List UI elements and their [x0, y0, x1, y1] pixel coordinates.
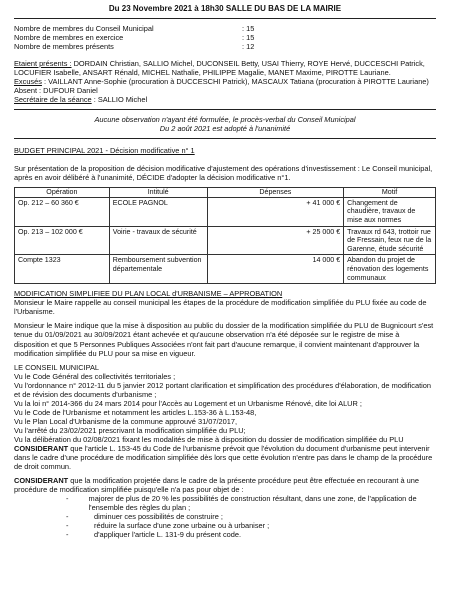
absent-members: Absent : DUFOUR Daniel: [14, 85, 98, 95]
excused-label: Excusés: [14, 76, 42, 86]
plu-paragraph: Monsieur le Maire indique que la mise à disposition au public du dossier de la modification simplifiée du PLU de Bugnicourt s'est tenue du 01/09/2021 au 30/09/2021 étant achevée et qu'aucune observation n'a été déposée sur le registre de mise à disposition et que 5 Personnes Publiques Associées n'ont fait part d'aucune remarque, il convient maintenant d'approuver la modification simplifiée du PLU pour sa mise en vigueur.: [14, 321, 434, 358]
present-members: [14, 59, 436, 77]
table-cell: Remboursement subvention départementale: [109, 255, 207, 284]
vu-item: Vu la loi n° 2014-366 du 24 mars 2014 pour l'Accès au Logement et un Urbanisme Rénové, dite loi ALUR ;: [14, 398, 362, 408]
present-label: Etaient présents :: [14, 58, 72, 68]
count-value: : 15: [242, 33, 255, 43]
bullet-dash-icon: -: [66, 494, 69, 504]
bullet-dash-icon: -: [66, 530, 69, 540]
table-cell: ECOLE PAGNOL: [109, 197, 207, 226]
table-cell: Compte 1323: [15, 255, 110, 284]
budget-heading: BUDGET PRINCIPAL 2021 - Décision modificative n° 1: [14, 145, 195, 155]
table-cell: Op. 212 – 60 360 €: [15, 197, 110, 226]
count-value: : 12: [242, 42, 255, 52]
considerant-text: que l'article L. 153-45 du Code de l'urbanisme prévoit que l'évolution du document d'urbanisme peut intervenir dans le cadre d'une procédure de modification simplifiée dès lors que cette évolution n'entre pas dans le champ de la procédure de droit commun.: [14, 443, 433, 471]
table-cell: Travaux rd 643, trottoir rue de Fressain, feux rue de la Garenne, étude sécurité: [344, 226, 436, 255]
table-row: [15, 255, 436, 284]
approval-line-2: Du 2 août 2021 est adopté à l'unanimité: [159, 123, 291, 133]
secretary-label: Secrétaire de la séance: [14, 94, 92, 104]
list-item-text: d'appliquer l'article L. 131-9 du présent code.: [94, 530, 242, 540]
table-header-row: [15, 187, 436, 197]
list-item-text: majorer de plus de 20 % les possibilités de construction résultant, dans une zone, de l'application de l'ensemble des règles du plan ;: [88, 494, 417, 513]
considerant-label: CONSIDERANT: [14, 475, 69, 485]
table-cell: 14 000 €: [207, 255, 344, 284]
count-label: Nombre de membres présents: [14, 42, 114, 52]
table-row: [15, 226, 436, 255]
list-item-text: diminuer ces possibilités de construire ;: [94, 512, 223, 522]
member-counts: [14, 24, 450, 52]
table-cell: + 25 000 €: [207, 226, 344, 255]
vu-item: Vu le Code de l'Urbanisme et notamment les articles L.153-36 à L.153-48,: [14, 407, 257, 417]
vu-item: Vu le Code Général des collectivités territoriales ;: [14, 371, 176, 381]
column-header: Dépenses: [207, 187, 344, 197]
list-item: [66, 521, 436, 530]
table-cell: + 41 000 €: [207, 197, 344, 226]
plu-heading: MODIFICATION SIMPLIFIEE DU PLAN LOCAL d'URBANISME – APPROBATION: [14, 289, 283, 299]
section-rule: [14, 138, 436, 139]
vu-list: [14, 372, 436, 444]
budget-intro: Sur présentation de la proposition de décision modificative d'ajustement des opérations d'investissement : Le Conseil municipal, après en avoir délibéré à l'unanimité, DÉCIDE d'adopter la décision modificative n°1.: [14, 163, 433, 182]
session-header: Du 23 Novembre 2021 à 18h30 SALLE DU BAS DE LA MAIRIE: [108, 4, 342, 13]
bullet-dash-icon: -: [66, 521, 69, 531]
considerant-label: CONSIDERANT: [14, 443, 69, 453]
vu-item: Vu l'ordonnance n° 2012-11 du 5 janvier 2012 portant clarification et simplification des procédures d'élaboration, de modification et de révision des documents d'urbanisme ;: [14, 380, 432, 399]
attendance-section: [14, 59, 436, 104]
vu-item: Vu la délibération du 02/08/2021 fixant les modalités de mise à disposition du dossier de modification simplifiée du PLU: [14, 434, 404, 444]
header-rule: [14, 18, 436, 19]
table-cell: Op. 213 – 102 000 €: [15, 226, 110, 255]
column-header: Opération: [15, 187, 110, 197]
council-heading: LE CONSEIL MUNICIPAL: [14, 362, 100, 372]
list-item: [66, 530, 436, 539]
column-header: Motif: [344, 187, 436, 197]
table-cell: Changement de chaudière, travaux de mise aux normes: [344, 197, 436, 226]
table-cell: Abandon du projet de rénovation des logements communaux: [344, 255, 436, 284]
section-rule: [14, 109, 436, 110]
list-item: [66, 494, 436, 512]
excused-members: [14, 77, 436, 86]
secretary: [14, 95, 436, 104]
count-row-council: [14, 24, 450, 33]
bullet-list: [66, 494, 436, 539]
approval-line-1: Aucune observation n'ayant été formulée, le procès-verbal du Conseil Municipal: [94, 114, 356, 124]
column-header: Intitulé: [109, 187, 207, 197]
excused-list: : VAILLANT Anne-Sophie (procuration à DUCCESCHI Patrick), MASCAUX Tatiana (procuration à PIROTTE Lauriane): [41, 76, 429, 86]
budget-table: [14, 187, 436, 284]
vu-item: Vu l'arrêté du 23/02/2021 prescrivant la modification simplifiée du PLU;: [14, 425, 246, 435]
considerant-paragraph: [14, 476, 436, 494]
vu-item: Vu le Plan Local d'Urbanisme de la commune approuvé 31/07/2017,: [14, 416, 237, 426]
considerant-paragraph: [14, 444, 436, 471]
table-row: [15, 197, 436, 226]
present-list: DORDAIN Christian, SALLIO Michel, DUCONSEIL Betty, USAI Thierry, ROYE Hervé, DUCCESCHI Patrick, LOCUFIER Isabelle, ANSART Rénald, MICHEL Nathalie, PHILIPPE Magalie, MANET Maxime, PIROTTE Lauriane.: [14, 58, 425, 77]
count-label: Nombre de membres du Conseil Municipal: [14, 23, 154, 33]
bullet-dash-icon: -: [66, 512, 69, 522]
count-row-exercise: [14, 33, 450, 42]
secretary-name: : SALLIO Michel: [91, 94, 148, 104]
list-item-text: réduire la surface d'une zone urbaine ou à urbaniser ;: [94, 521, 270, 531]
list-item: [66, 512, 436, 521]
table-cell: Voirie - travaux de sécurité: [109, 226, 207, 255]
considerant-text: que la modification projetée dans le cadre de la présente procédure peut être effectuée en recourant à une procédure de modification simplifiée puisqu'elle n'a pas pour objet de :: [14, 475, 419, 494]
count-value: : 15: [242, 23, 255, 33]
plu-paragraph: Monsieur le Maire rappelle au conseil municipal les étapes de la procédure de modification simplifiée du PLU fixée au code de l'Urbanisme.: [14, 298, 427, 317]
count-label: Nombre de membres en exercice: [14, 33, 124, 43]
count-row-present: [14, 42, 450, 51]
